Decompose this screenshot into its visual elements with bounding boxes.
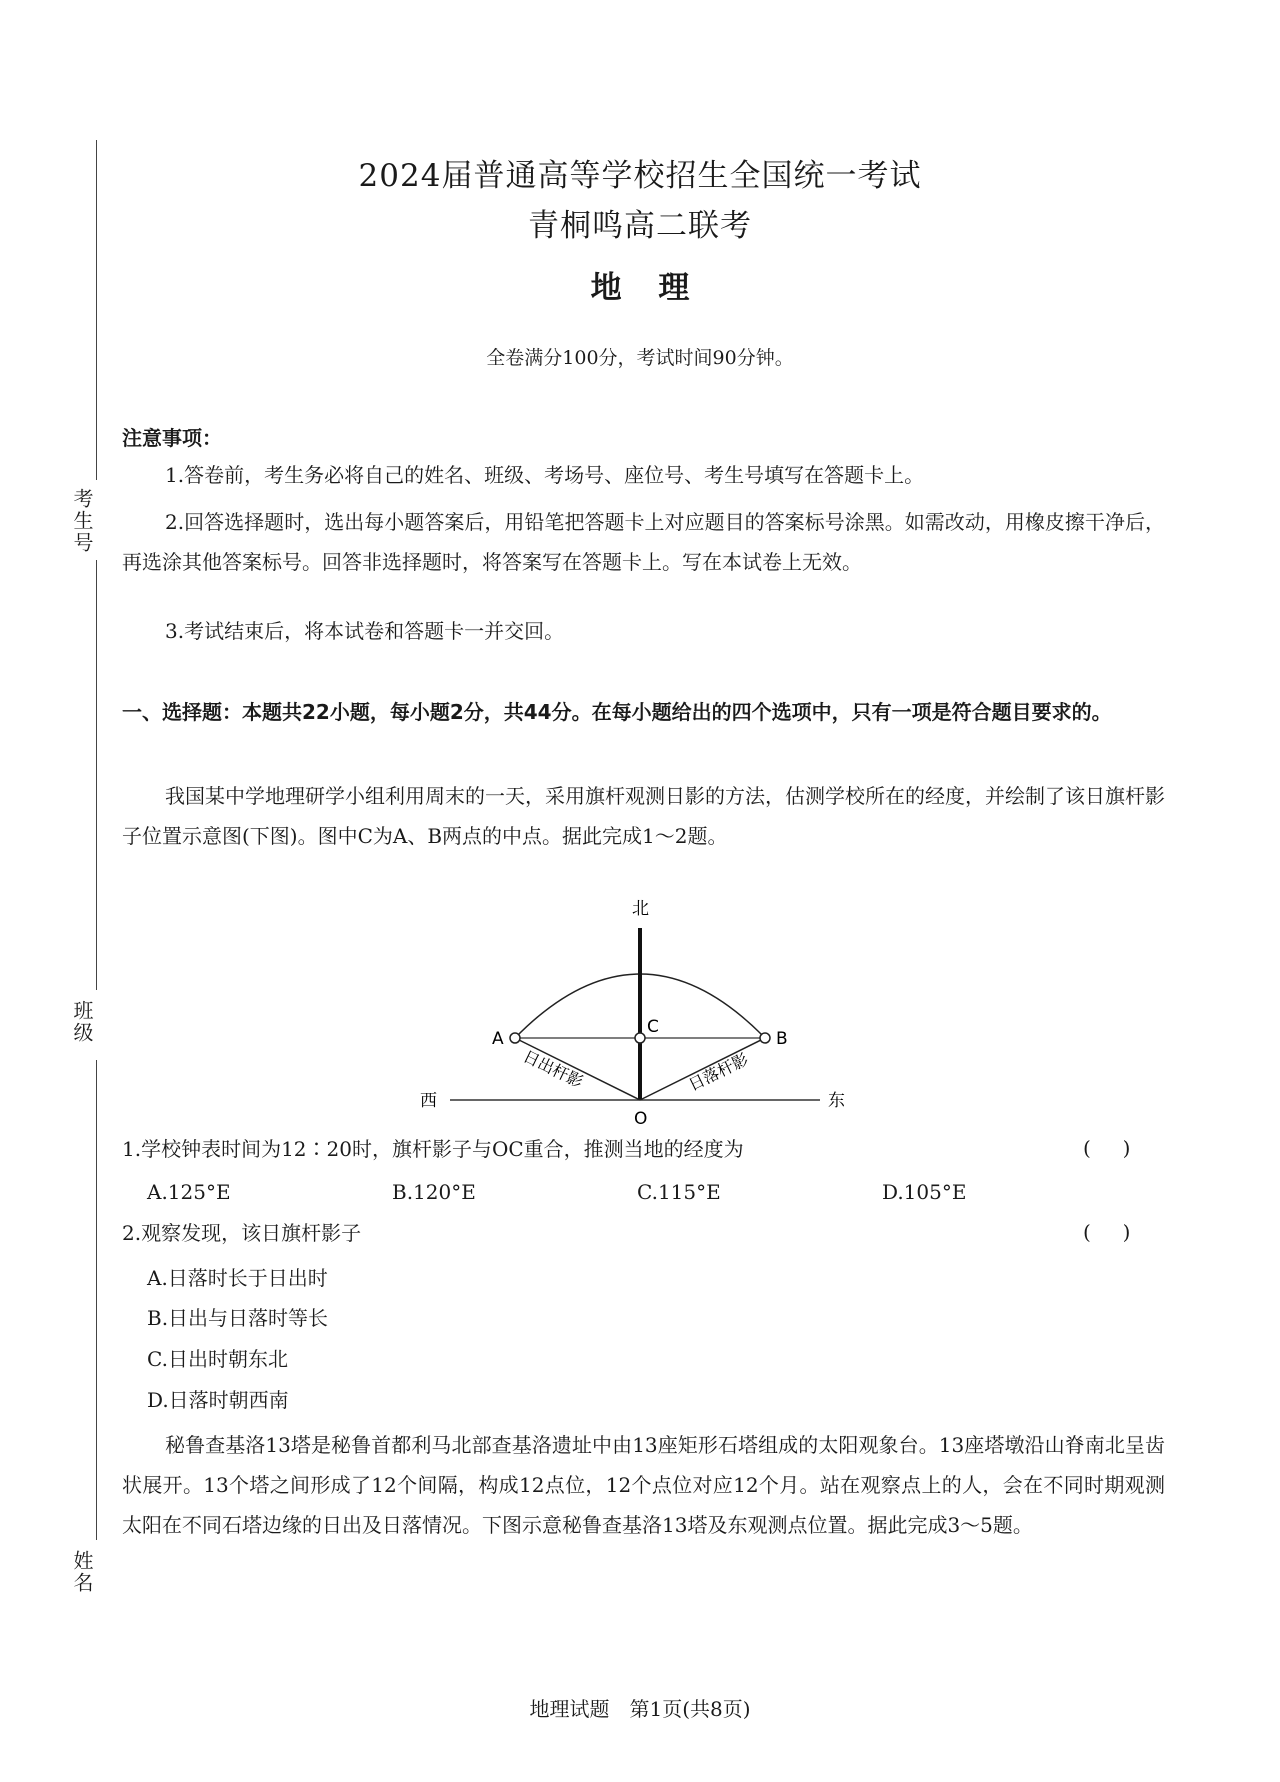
section1-intro: 我国某中学地理研学小组利用周末的一天，采用旗杆观测日影的方法，估测学校所在的经度，并绘制了该日旗杆影子位置示意图(下图)。图中C为A、B两点的中点。据此完成1～2题。	[122, 784, 1165, 848]
q2-option-b[interactable]: B.日出与日落时等长	[147, 1306, 329, 1330]
sidebar-label-class: 班级	[70, 1000, 94, 1044]
score-info: 全卷满分100分，考试时间90分钟。	[486, 347, 794, 369]
label-east: 东	[828, 1091, 845, 1111]
q1-option-b[interactable]: B.120°E	[392, 1180, 476, 1204]
sidebar-label-name: 姓名	[70, 1550, 94, 1594]
notice-item-2: 2.回答选择题时，选出每小题答案后，用铅笔把答题卡上对应题目的答案标号涂黑。如需改动，用橡皮擦干净后，再选涂其他答案标号。回答非选择题时，将答案写在答题卡上。写在本试卷上无效。	[122, 510, 1165, 574]
sidebar-line-low	[96, 1060, 97, 1540]
sidebar-line-mid	[96, 560, 97, 990]
q2-option-c[interactable]: C.日出时朝东北	[147, 1347, 288, 1371]
point-b-marker	[760, 1033, 770, 1043]
passage-chankillo: 秘鲁查基洛13塔是秘鲁首都利马北部查基洛遗址中由13座矩形石塔组成的太阳观象台。13座塔墩沿山脊南北呈齿状展开。13个塔之间形成了12个间隔，构成12点位，12个点位对应12个月。站在观察点上的人，会在不同时期观测太阳在不同石塔边缘的日出及日落情况。下图示意秘鲁查基洛13塔及东观测点位置。据此完成3～5题。	[122, 1433, 1165, 1537]
label-c: C	[647, 1017, 659, 1037]
notice-item-3: 3.考试结束后，将本试卷和答题卡一并交回。	[165, 619, 565, 643]
q1-option-c[interactable]: C.115°E	[637, 1180, 721, 1204]
notice-heading: 注意事项：	[122, 426, 222, 450]
point-a-marker	[510, 1033, 520, 1043]
point-c-marker	[635, 1033, 645, 1043]
page-footer: 地理试题 第1页(共8页)	[529, 1697, 751, 1721]
label-sunset-shadow: 日落杆影	[685, 1049, 752, 1095]
section1-heading: 一、选择题：本题共22小题，每小题2分，共44分。在每小题给出的四个选项中，只有一项是符合题目要求的。	[122, 700, 1112, 724]
label-north: 北	[632, 899, 649, 919]
label-west: 西	[420, 1091, 437, 1111]
exam-title-line1: 2024届普通高等学校招生全国统一考试	[358, 158, 922, 194]
label-sunrise-shadow: 日出杆影	[520, 1046, 587, 1092]
q2-option-a[interactable]: A.日落时长于日出时	[147, 1266, 328, 1290]
notice-item-1: 1.答卷前，考生务必将自己的姓名、班级、考场号、座位号、考生号填写在答题卡上。	[165, 463, 925, 487]
flagpole-shadow-diagram	[400, 890, 850, 1130]
q1-option-a[interactable]: A.125°E	[147, 1180, 231, 1204]
exam-title-line2: 青桐鸣高二联考	[528, 208, 752, 244]
q2-stem: 2.观察发现，该日旗杆影子	[122, 1221, 362, 1245]
label-a: A	[492, 1029, 504, 1049]
q1-answer-paren: ( )	[1083, 1136, 1131, 1160]
label-o: O	[634, 1109, 648, 1129]
q1-option-d[interactable]: D.105°E	[882, 1180, 967, 1204]
subject-title: 地 理	[590, 270, 690, 306]
q2-answer-paren: ( )	[1083, 1220, 1131, 1244]
label-b: B	[776, 1029, 788, 1049]
q2-option-d[interactable]: D.日落时朝西南	[147, 1388, 289, 1412]
q1-stem: 1.学校钟表时间为12∶20时，旗杆影子与OC重合，推测当地的经度为	[122, 1137, 744, 1161]
sidebar-label-exam-no: 考生号	[70, 488, 94, 554]
